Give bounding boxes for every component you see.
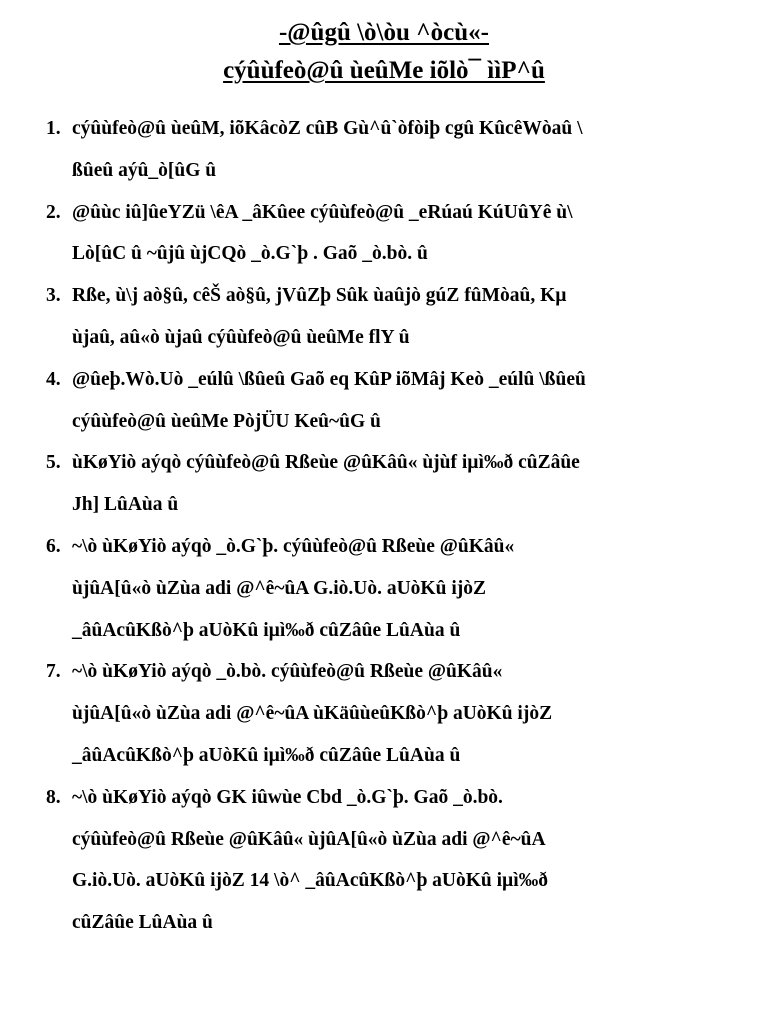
item-number: 6.	[46, 535, 61, 557]
item-line: ~\ò ùKøYiò aýqò GK iûwùe Cbd _ò.G`þ. Gaõ _ò.bò.	[72, 786, 503, 808]
item-line: ßûeû aýû_ò[ûG û	[72, 159, 217, 181]
item-line: Jh] LûAùa û	[72, 494, 179, 516]
item-number: 8.	[46, 786, 61, 808]
list-item-2	[46, 192, 748, 276]
item-number: 2.	[46, 201, 61, 223]
list-item-7	[46, 651, 748, 776]
item-line: G.iò.Uò. aUòKû ijòZ 14 \ò^ _âûAcûKßò^þ aUòKû iµì‰ð	[72, 870, 548, 892]
item-line: @ûeþ.Wò.Uò _eúlû \ßûeû Gaõ eq KûP iõMâj Keò _eúlû \ßûeû	[72, 368, 586, 390]
list-item-3	[46, 275, 748, 359]
item-number: 5.	[46, 452, 61, 474]
document-title	[20, 14, 748, 90]
item-line: ~\ò ùKøYiò aýqò _ò.bò. cýûùfeò@û Rßeùe @ûKâû«	[72, 661, 503, 683]
item-line: ùjûA[û«ò ùZùa adi @^ê~ûA G.iò.Uò. aUòKû ijòZ	[72, 577, 486, 599]
item-line: cýûùfeò@û ùeûM, iõKâcòZ cûB Gù^û`òfòiþ cgû KûcêWòaû \	[72, 118, 583, 139]
numbered-list	[46, 108, 748, 944]
item-line: Lò[ûC û ~ûjû ùjCQò _ò.G`þ . Gaõ _ò.bò. û	[72, 243, 428, 265]
item-number: 7.	[46, 661, 61, 683]
item-line: _âûAcûKßò^þ aUòKû iµì‰ð cûZâûe LûAùa û	[72, 619, 461, 641]
item-number: 4.	[46, 368, 61, 390]
item-line: Rße, ù\j aò§û, cêŠ aò§û, jVûZþ Sûk ùaûjò gúZ fûMòaû, Kµ	[72, 285, 567, 307]
item-line: @ûùc iû]ûeYZü \êA _âKûee cýûùfeò@û _eRúaú KúUûYê ù\	[72, 201, 573, 223]
item-line: cýûùfeò@û ùeûMe PòjÜU Keû~ûG û	[72, 410, 381, 432]
item-number: 1.	[46, 118, 61, 139]
list-item-6	[46, 526, 748, 651]
item-line: ~\ò ùKøYiò aýqò _ò.G`þ. cýûùfeò@û Rßeùe @ûKâû«	[72, 535, 515, 557]
title-line-2: cýûùfeò@û ùeûMe iõlò¯ ììP^û	[223, 57, 545, 84]
list-item-8	[46, 777, 748, 944]
item-line: cûZâûe LûAùa û	[72, 912, 213, 934]
list-item-4	[46, 359, 748, 443]
item-line: ùKøYiò aýqò cýûùfeò@û Rßeùe @ûKâû« ùjùf iµì‰ð cûZâûe	[72, 452, 580, 474]
item-number: 3.	[46, 285, 61, 307]
list-item-5	[46, 442, 748, 526]
item-line: ùjaû, aû«ò ùjaû cýûùfeò@û ùeûMe flY û	[72, 326, 410, 348]
list-item-1	[46, 108, 748, 192]
item-line: _âûAcûKßò^þ aUòKû iµì‰ð cûZâûe LûAùa û	[72, 744, 461, 766]
item-line: ùjûA[û«ò ùZùa adi @^ê~ûA ùKäûùeûKßò^þ aUòKû ijòZ	[72, 703, 553, 725]
item-line: cýûùfeò@û Rßeùe @ûKâû« ùjûA[û«ò ùZùa adi @^ê~ûA	[72, 828, 546, 850]
title-line-1: -@ûgû \ò\òu ^òcù«-	[278, 19, 490, 46]
